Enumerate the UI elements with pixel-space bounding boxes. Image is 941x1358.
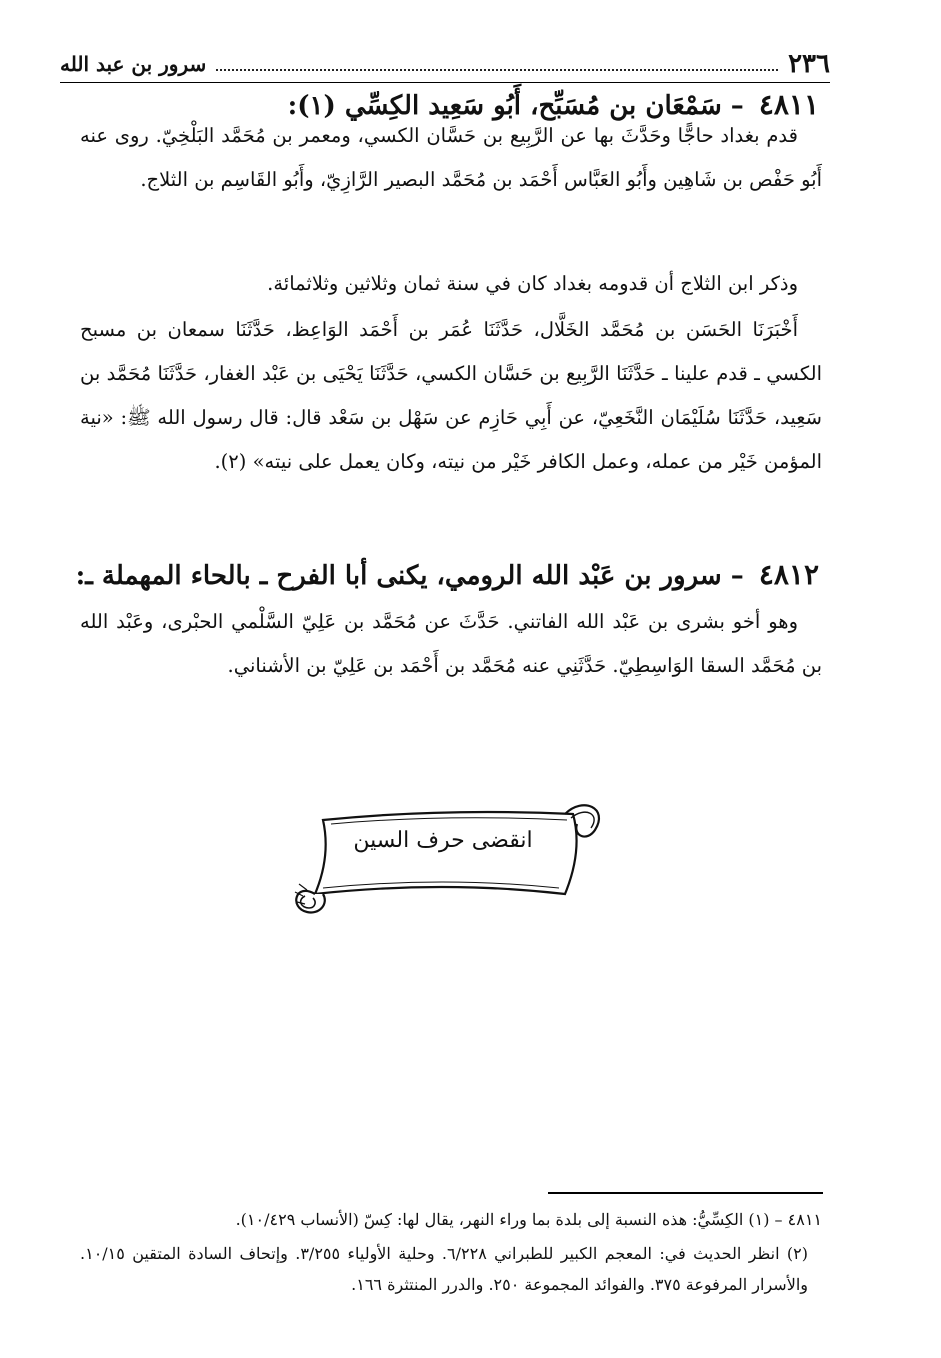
entry-heading [76, 558, 819, 591]
paragraph: وهو أخو بشرى بن عَبْد الله الفاتني. حَدَّثَ عن مُحَمَّد بن عَلِيّ السَّلْمي الحبْرى، وعَبْد الله بن مُحَمَّد السقا الوَاسِطِيّ. حَدَّثَنِي عنه مُحَمَّد بن أَحْمَد بن عَلِيّ بن الأشناني. [80, 610, 822, 677]
footnote-rule [548, 1192, 823, 1194]
entry-number: ٤٨١٢ [758, 558, 819, 591]
footnote: ٤٨١١ – (١) الكِسِّيُّ: هذه النسبة إلى بلدة بما وراء النهر، يقال لها: كِسّ (الأنساب ١٠/٤٢٩). [235, 1210, 822, 1229]
paragraph: أَخْبَرَنَا الحَسَن بن مُحَمَّد الخَلَّال، حَدَّثَنَا عُمَر بن أَحْمَد الوَاعِظ، حَدَّثَنَا سمعان بن مسبح الكسي ـ قدم علينا ـ حَدَّثَنَا الرَّبِيع بن حَسَّان الكسي، حَدَّثَنَا يَحْيَى بن عَبْد الغفار، حَدَّثَنَا مُحَمَّد بن سَعِيد، حَدَّثَنَا سُلَيْمَان النَّخَعِيّ، عن أَبِي حَازِم عن سَهْل بن سَعْد قال: قال رسول الله ﷺ: «نية المؤمن خَيْر من عمله، وعمل الكافر خَيْر من نيته، وكان يعمل على نيته» (٢). [80, 318, 822, 473]
end-of-letter-scroll-ornament [283, 790, 603, 915]
entry-title: – سرور بن عَبْد الله الرومي، يكنى أبا الفرح ـ بالحاء المهملة ـ: [75, 561, 744, 591]
paragraph: قدم بغداد حاجًّا وحَدَّثَ بها عن الرَّبِيع بن حَسَّان الكسي، ومعمر بن مُحَمَّد البَلْخِيّ. روى عنه أَبُو حَفْص بن شَاهِين وأَبُو العَبَّاس أَحْمَد بن مُحَمَّد البصير الرَّازِيّ، وأَبُو القَاسِم بن الثلاج. [80, 124, 822, 191]
paragraph: وذكر ابن الثلاج أن قدومه بغداد كان في سنة ثمان وثلاثين وثلاثمائة. [267, 272, 798, 295]
page-number: ٢٣٦ [788, 49, 830, 79]
page-header [60, 46, 830, 83]
ornament-text: انقضى حرف السين [353, 828, 533, 853]
footnote: (٢) انظر الحديث في: المعجم الكبير للطبراني ٦/٢٢٨. وحلية الأولياء ٣/٢٥٥. وإتحاف السادة المتقين ١٠/١٥. والأسرار المرفوعة ٣٧٥. والفوائد المجموعة ٢٥٠. والدرر المنتثرة ١٦٦. [80, 1244, 808, 1294]
header-dotted-leader [216, 69, 778, 71]
entry-number: ٤٨١١ [758, 88, 819, 121]
running-title: سرور بن عبد الله [60, 52, 207, 76]
entry-title: – سَمْعَان بن مُسَبِّح، أَبُو سَعِيد الكِسِّي (١): [287, 91, 744, 121]
